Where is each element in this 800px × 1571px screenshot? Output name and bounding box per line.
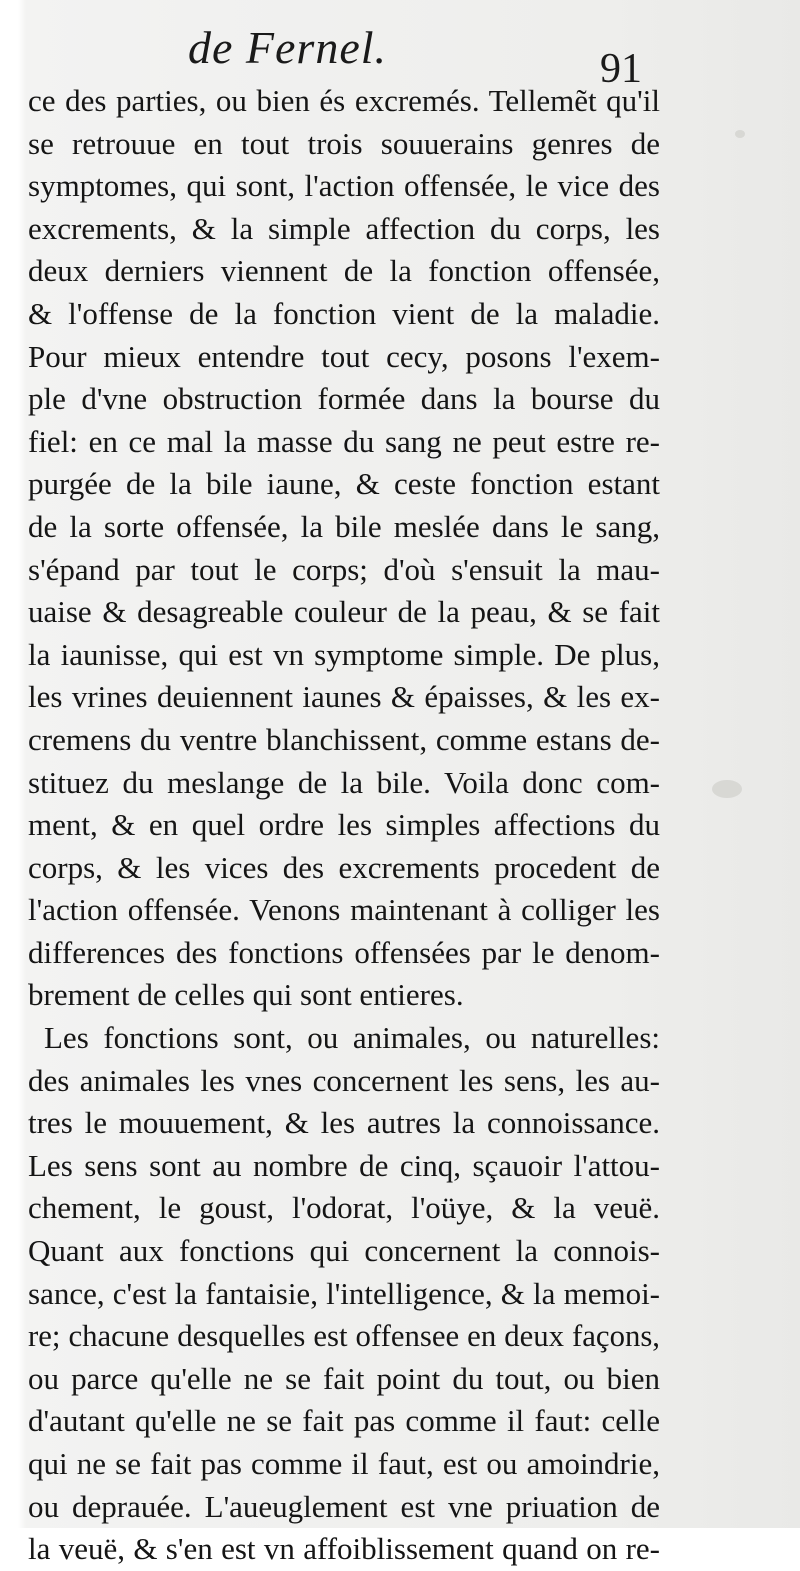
text-line: ce des parties, ou bien és excremés. Tellemẽt qu'il xyxy=(28,83,660,118)
text-line: deux derniers viennent de la fonction offensée, xyxy=(28,253,660,289)
running-title: de Fernel. xyxy=(188,22,388,73)
page-gutter xyxy=(0,0,18,1528)
text-line: corps, & les vices des excrements procedent de xyxy=(28,849,660,885)
text-line: excrements, & la simple affection du corps, les xyxy=(28,210,660,246)
text-line: qui ne se fait pas comme il faut, est ou amoindrie, xyxy=(28,1446,660,1481)
text-line: & l'offense de la fonction vient de la maladie. xyxy=(28,295,660,331)
text-line: tres le mouuement, & les autres la connoissance. xyxy=(28,1105,660,1141)
text-line: brement de celles qui sont entieres. xyxy=(28,977,464,1013)
text-line: Quant aux fonctions qui concernent la connois- xyxy=(28,1233,660,1269)
text-line: re; chacune desquelles est offensee en deux façons, xyxy=(28,1319,660,1354)
text-line: des animales les vnes concernent les sens, les au- xyxy=(28,1062,660,1098)
text-line: symptomes, qui sont, l'action offensée, le vice des xyxy=(28,168,660,204)
text-line: les vrines deuiennent iaunes & épaisses, & les ex- xyxy=(28,679,660,715)
text-line: sance, c'est la fantaisie, l'intelligence, & la memoi- xyxy=(28,1275,660,1311)
text-line: la iaunisse, qui est vn symptome simple. De plus, xyxy=(28,636,660,672)
paper-stain xyxy=(735,130,745,138)
text-line: d'autant qu'elle ne se fait pas comme il faut: celle xyxy=(28,1403,660,1439)
text-line: ment, & en quel ordre les simples affections du xyxy=(28,807,660,843)
text-line: Les fonctions sont, ou animales, ou naturelles: xyxy=(44,1020,660,1056)
page-number: 91 xyxy=(600,46,642,92)
text-line: fiel: en ce mal la masse du sang ne peut estre re- xyxy=(28,423,660,459)
text-line: l'action offensée. Venons maintenant à colliger les xyxy=(28,892,660,928)
text-line: ou deprauée. L'aueuglement est vne priuation de xyxy=(28,1488,660,1524)
text-line: ou parce qu'elle ne se fait point du tout, ou bien xyxy=(28,1360,660,1396)
text-line: Les sens sont au nombre de cinq, sçauoir l'attou- xyxy=(28,1147,660,1183)
body-text xyxy=(28,80,660,1571)
text-line: cremens du ventre blanchissent, comme estans de- xyxy=(28,721,660,757)
text-line: se retrouue en tout trois souuerains genres de xyxy=(28,125,660,161)
text-line: stituez du meslange de la bile. Voila donc com- xyxy=(28,764,660,800)
text-line: Pour mieux entendre tout cecy, posons l'exem- xyxy=(28,338,660,374)
text-line: differences des fonctions offensées par le denom- xyxy=(28,934,660,970)
paper-stain xyxy=(712,780,742,798)
text-line: la veuë, & s'en est vn affoiblissement quand on re- xyxy=(28,1531,660,1567)
text-line: uaise & desagreable couleur de la peau, & se fait xyxy=(28,594,660,630)
text-line: chement, le goust, l'odorat, l'oüye, & la veuë. xyxy=(28,1190,660,1226)
text-line: ple d'vne obstruction formée dans la bourse du xyxy=(28,381,660,417)
text-line: de la sorte offensée, la bile meslée dans le sang, xyxy=(28,508,660,544)
text-line: s'épand par tout le corps; d'où s'ensuit la mau- xyxy=(28,551,660,587)
text-line: purgée de la bile iaune, & ceste fonction estant xyxy=(28,466,660,502)
